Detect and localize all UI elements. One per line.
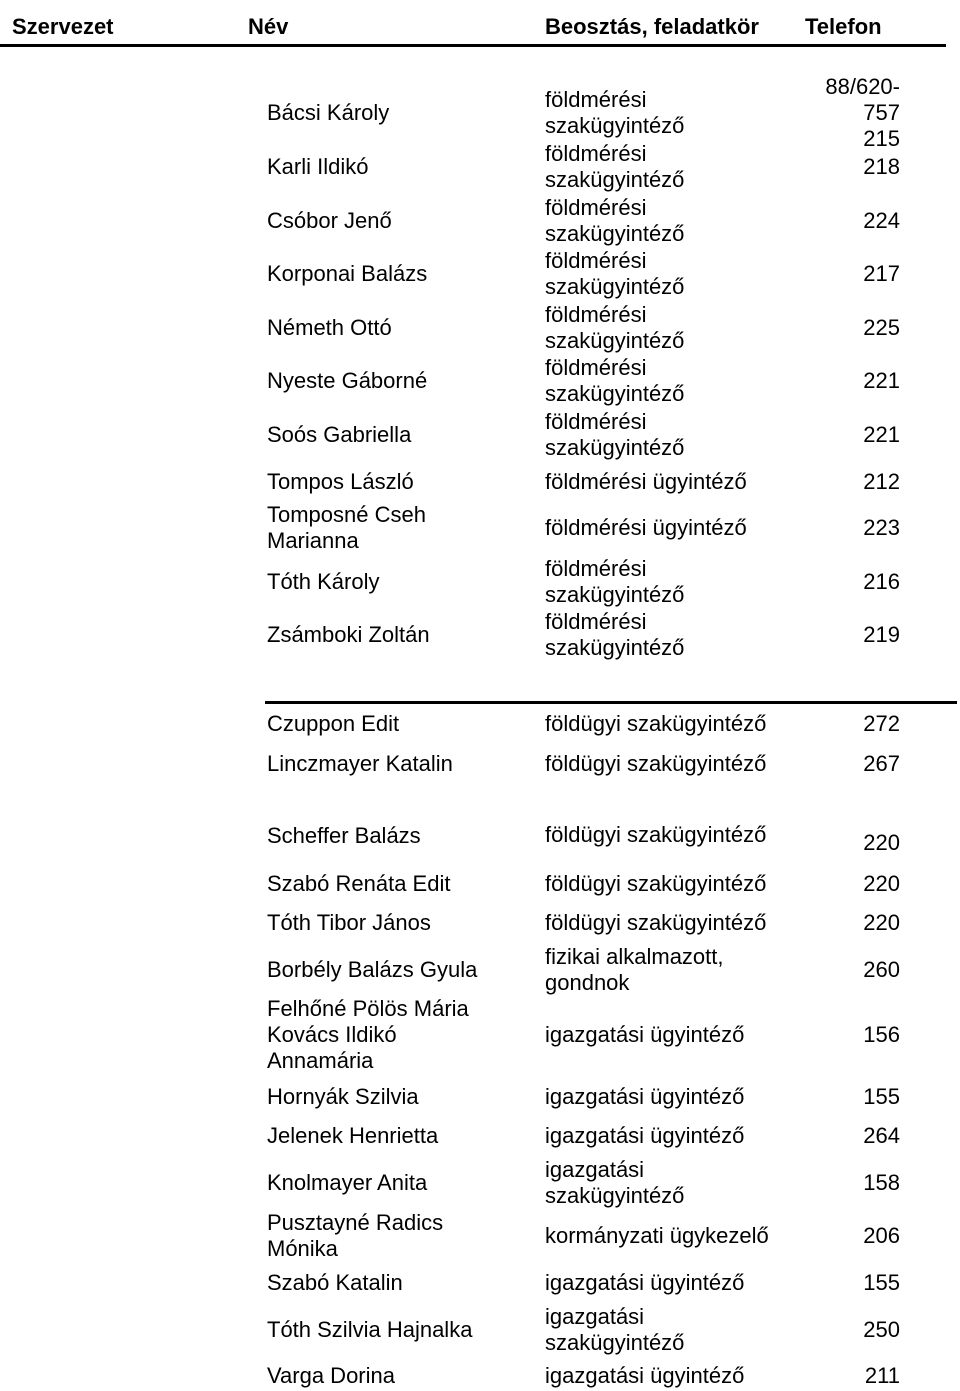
- employee-position: igazgatási ügyintéző: [545, 1084, 745, 1109]
- employee-phone: 224: [863, 208, 900, 233]
- table-row: [0, 750, 960, 778]
- employee-phone: 220: [863, 910, 900, 935]
- employee-phone: 216: [863, 569, 900, 594]
- employee-name: Hornyák Szilvia: [267, 1084, 419, 1109]
- employee-name: Szabó Renáta Edit: [267, 871, 451, 896]
- employee-name: Németh Ottó: [267, 315, 392, 340]
- employee-name: Felhőné Pölös Mária Kovács Ildikó Annamária: [267, 996, 469, 1073]
- employee-name: Pusztayné Radics Mónika: [267, 1210, 444, 1261]
- employee-position: igazgatási ügyintéző: [545, 1123, 745, 1148]
- employee-position: földügyi szakügyintéző: [545, 751, 767, 776]
- employee-name: Tóth Szilvia Hajnalka: [267, 1317, 473, 1342]
- header-divider: [0, 44, 946, 47]
- employee-name: Borbély Balázs Gyula: [267, 957, 478, 982]
- table-row: [0, 1209, 960, 1263]
- table-row: [0, 608, 960, 662]
- employee-name: Csóbor Jenő: [267, 208, 392, 233]
- employee-position: földmérési szakügyintéző: [545, 609, 685, 660]
- employee-position: igazgatási ügyintéző: [545, 1270, 745, 1295]
- employee-name: Tomposné Cseh Marianna: [267, 502, 426, 553]
- table-row: [0, 1303, 960, 1357]
- employee-position: földmérési szakügyintéző: [545, 302, 685, 353]
- employee-name: Tompos László: [267, 469, 414, 494]
- employee-position: fizikai alkalmazott, gondnok: [545, 944, 724, 995]
- column-header-organization: Szervezet: [12, 14, 114, 39]
- employee-name: Nyeste Gáborné: [267, 368, 428, 393]
- table-row: [0, 408, 960, 462]
- employee-position: földügyi szakügyintéző: [545, 711, 767, 736]
- employee-name: Szabó Katalin: [267, 1270, 403, 1295]
- table-row: [0, 468, 960, 496]
- employee-position: földmérési szakügyintéző: [545, 248, 685, 299]
- employee-position: földmérési szakügyintéző: [545, 355, 685, 406]
- table-row: [0, 943, 960, 997]
- employee-phone: 156: [863, 1022, 900, 1047]
- employee-name: Karli Ildikó: [267, 154, 369, 179]
- table-row: [0, 1083, 960, 1111]
- table-row: [0, 710, 960, 738]
- employee-position: földmérési szakügyintéző: [545, 556, 685, 607]
- employee-position: földmérési szakügyintéző: [545, 141, 685, 192]
- employee-position: földmérési szakügyintéző: [545, 409, 685, 460]
- employee-phone: 155: [863, 1084, 900, 1109]
- employee-phone: 264: [863, 1123, 900, 1148]
- employee-position: földmérési ügyintéző: [545, 515, 747, 540]
- employee-position: kormányzati ügykezelő: [545, 1223, 769, 1248]
- table-row: [0, 301, 960, 355]
- table-row: [0, 1156, 960, 1210]
- employee-phone: 212: [863, 469, 900, 494]
- employee-position: földügyi szakügyintéző: [545, 871, 767, 896]
- employee-position: földügyi szakügyintéző: [545, 910, 767, 935]
- employee-phone: 88/620-757 215: [825, 74, 900, 151]
- table-row: [0, 501, 960, 555]
- table-row: [0, 870, 960, 898]
- employee-name: Bácsi Károly: [267, 100, 390, 125]
- table-row: [0, 1362, 960, 1390]
- employee-phone: 220: [863, 830, 900, 855]
- employee-position: földügyi szakügyintéző: [545, 822, 767, 847]
- table-row: [0, 247, 960, 301]
- employee-phone: 225: [863, 315, 900, 340]
- employee-phone: 221: [863, 368, 900, 393]
- employee-phone: 158: [863, 1170, 900, 1195]
- table-row: [0, 194, 960, 248]
- employee-name: Tóth Tibor János: [267, 910, 431, 935]
- employee-phone: 155: [863, 1270, 900, 1295]
- table-row: [0, 1269, 960, 1297]
- employee-name: Jelenek Henrietta: [267, 1123, 439, 1148]
- column-header-name: Név: [248, 14, 289, 39]
- employee-phone: 211: [864, 1363, 900, 1388]
- employee-phone: 223: [863, 515, 900, 540]
- column-header-phone: Telefon: [805, 14, 882, 39]
- employee-position: földmérési szakügyintéző: [545, 87, 685, 138]
- employee-position: igazgatási szakügyintéző: [545, 1157, 685, 1208]
- table-row: [0, 1122, 960, 1150]
- employee-phone: 221: [863, 422, 900, 447]
- employee-phone: 217: [863, 261, 900, 286]
- employee-name: Zsámboki Zoltán: [267, 622, 430, 647]
- employee-name: Czuppon Edit: [267, 711, 400, 736]
- employee-phone: 250: [863, 1317, 900, 1342]
- table-row: [0, 140, 960, 194]
- employee-name: Varga Dorina: [267, 1363, 395, 1388]
- table-row: [0, 74, 960, 151]
- employee-phone: 267: [863, 751, 900, 776]
- employee-phone: 260: [863, 957, 900, 982]
- employee-position: igazgatási ügyintéző: [545, 1363, 745, 1388]
- employee-position: igazgatási ügyintéző: [545, 1022, 745, 1047]
- table-row: [0, 354, 960, 408]
- column-header-position: Beosztás, feladatkör: [545, 14, 759, 39]
- employee-name: Tóth Károly: [267, 569, 380, 594]
- employee-phone: 220: [863, 871, 900, 896]
- employee-phone: 218: [863, 154, 900, 179]
- employee-phone: 219: [863, 622, 900, 647]
- section-divider: [265, 701, 957, 704]
- table-row: [0, 995, 960, 1075]
- employee-name: Korponai Balázs: [267, 261, 428, 286]
- employee-phone: 206: [863, 1223, 900, 1248]
- employee-position: földmérési ügyintéző: [545, 469, 747, 494]
- employee-name: Knolmayer Anita: [267, 1170, 428, 1195]
- employee-phone: 272: [863, 711, 900, 736]
- employee-name: Linczmayer Katalin: [267, 751, 453, 776]
- employee-name: Scheffer Balázs: [267, 823, 421, 848]
- table-row: [0, 555, 960, 609]
- table-row: [0, 822, 960, 855]
- employee-name: Soós Gabriella: [267, 422, 412, 447]
- table-row: [0, 909, 960, 937]
- employee-position: igazgatási szakügyintéző: [545, 1304, 685, 1355]
- employee-position: földmérési szakügyintéző: [545, 195, 685, 246]
